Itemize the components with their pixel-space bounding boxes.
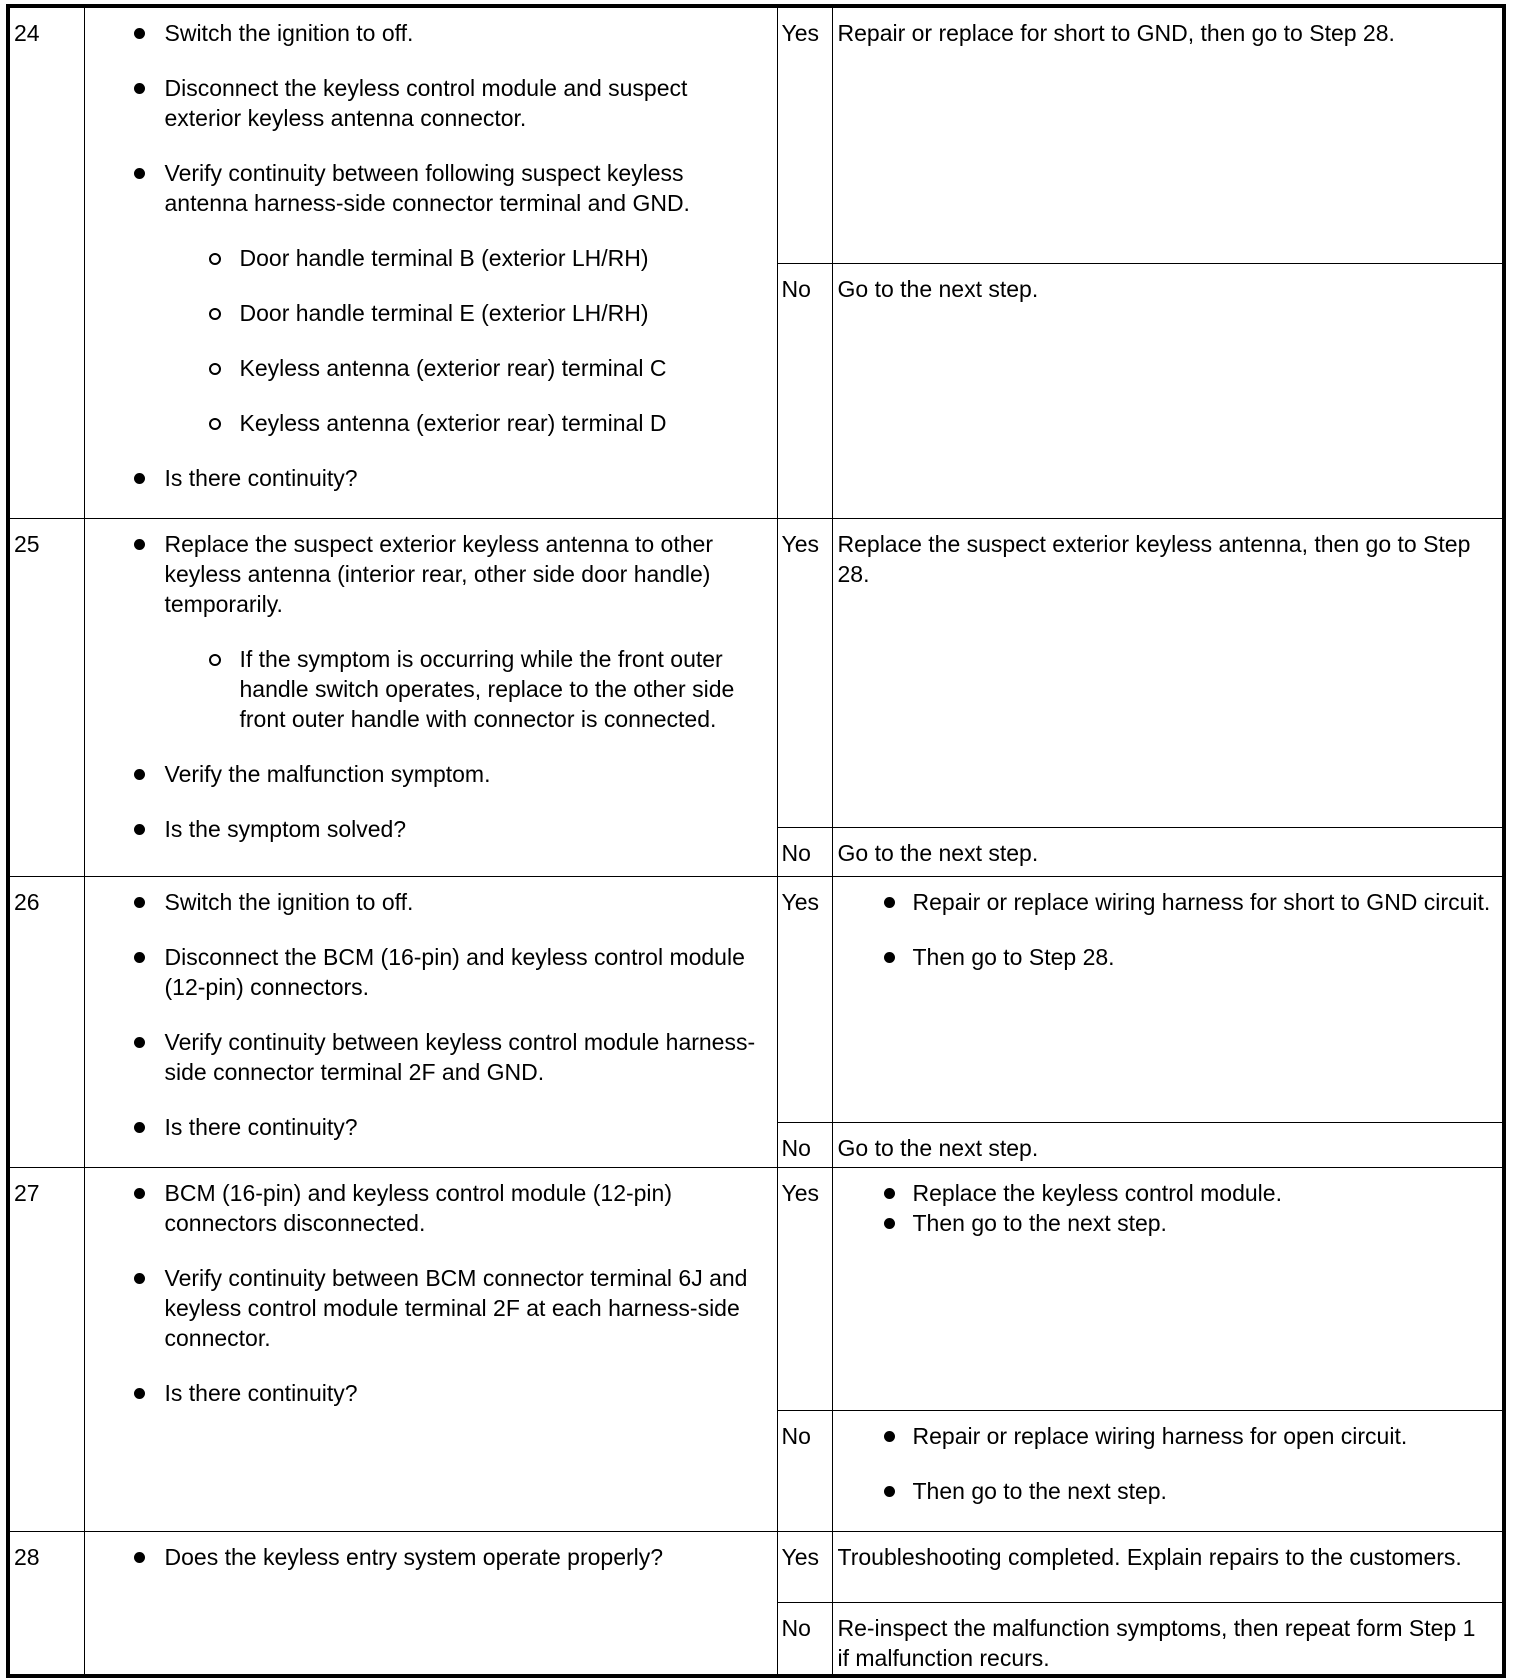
yes-text: Repair or replace for short to GND, then go to Step 28. bbox=[837, 20, 1395, 46]
action-bullet: Is the symptom solved? bbox=[85, 814, 767, 844]
step-number: 25 bbox=[8, 519, 84, 877]
action-sub-bullet: Keyless antenna (exterior rear) terminal D bbox=[85, 408, 767, 438]
yes-result bbox=[832, 1168, 1504, 1411]
action-bullet: BCM (16-pin) and keyless control module (12-pin) connectors disconnected. bbox=[85, 1178, 767, 1238]
yes-result bbox=[832, 519, 1504, 828]
action-bullet: Verify the malfunction symptom. bbox=[85, 759, 767, 789]
yes-bullets bbox=[838, 887, 1493, 972]
yes-bullets bbox=[838, 1178, 1493, 1238]
action-bullet: Switch the ignition to off. bbox=[85, 887, 767, 917]
action-sub-bullet: Door handle terminal B (exterior LH/RH) bbox=[85, 243, 767, 273]
action-sub-bullet: Door handle terminal E (exterior LH/RH) bbox=[85, 298, 767, 328]
no-label: No bbox=[777, 1411, 832, 1532]
action-bullet: Is there continuity? bbox=[85, 1378, 767, 1408]
action-bullet: Replace the suspect exterior keyless antenna to other keyless antenna (interior rear, other side door handle) temporarily. bbox=[85, 529, 767, 619]
action-bullet: Switch the ignition to off. bbox=[85, 18, 767, 48]
result-bullet: Replace the keyless control module. bbox=[838, 1178, 1493, 1208]
result-bullet: Repair or replace wiring harness for open circuit. bbox=[838, 1421, 1493, 1451]
action-sub-bullet: Keyless antenna (exterior rear) terminal C bbox=[85, 353, 767, 383]
step-actions bbox=[84, 6, 777, 519]
yes-text: Replace the suspect exterior keyless antenna, then go to Step 28. bbox=[837, 531, 1471, 587]
action-bullet: Is there continuity? bbox=[85, 463, 767, 493]
step-number: 28 bbox=[8, 1532, 84, 1676]
step-row-26 bbox=[8, 877, 1504, 1123]
no-result bbox=[832, 264, 1504, 519]
step-actions bbox=[84, 1532, 777, 1676]
step-actions bbox=[84, 519, 777, 877]
no-label: No bbox=[777, 1122, 832, 1167]
action-bullet: Disconnect the BCM (16-pin) and keyless control module (12-pin) connectors. bbox=[85, 942, 767, 1002]
no-result bbox=[832, 1411, 1504, 1532]
step-number: 24 bbox=[8, 6, 84, 519]
no-result bbox=[832, 1122, 1504, 1167]
yes-label: Yes bbox=[777, 519, 832, 828]
step-row-25 bbox=[8, 519, 1504, 828]
action-bullet: Does the keyless entry system operate properly? bbox=[85, 1542, 767, 1572]
yes-label: Yes bbox=[777, 1168, 832, 1411]
action-bullet: Verify continuity between following suspect keyless antenna harness-side connector terminal and GND. bbox=[85, 158, 767, 218]
yes-text: Troubleshooting completed. Explain repairs to the customers. bbox=[837, 1544, 1462, 1570]
step-row-27 bbox=[8, 1168, 1504, 1411]
result-bullet: Then go to the next step. bbox=[838, 1476, 1493, 1506]
result-bullet: Then go to the next step. bbox=[838, 1208, 1493, 1238]
no-label: No bbox=[777, 1603, 832, 1676]
yes-result bbox=[832, 877, 1504, 1123]
result-bullet: Repair or replace wiring harness for short to GND circuit. bbox=[838, 887, 1493, 917]
yes-result bbox=[832, 1532, 1504, 1603]
step-number: 27 bbox=[8, 1168, 84, 1532]
action-bullet: Disconnect the keyless control module and suspect exterior keyless antenna connector. bbox=[85, 73, 767, 133]
step-actions bbox=[84, 1168, 777, 1532]
step-actions bbox=[84, 877, 777, 1168]
step-row-28 bbox=[8, 1532, 1504, 1603]
yes-label: Yes bbox=[777, 1532, 832, 1603]
no-label: No bbox=[777, 264, 832, 519]
yes-label: Yes bbox=[777, 6, 832, 264]
action-sub-bullet: If the symptom is occurring while the front outer handle switch operates, replace to the other side front outer handle with connector is connected. bbox=[85, 644, 767, 734]
troubleshooting-table bbox=[6, 4, 1506, 1678]
action-bullet: Verify continuity between BCM connector terminal 6J and keyless control module terminal 2F at each harness-side connector. bbox=[85, 1263, 767, 1353]
no-label: No bbox=[777, 828, 832, 877]
yes-label: Yes bbox=[777, 877, 832, 1123]
action-bullet: Is there continuity? bbox=[85, 1112, 767, 1142]
action-bullet: Verify continuity between keyless control module harness-side connector terminal 2F and GND. bbox=[85, 1027, 767, 1087]
no-result bbox=[832, 1603, 1504, 1676]
step-number: 26 bbox=[8, 877, 84, 1168]
yes-result bbox=[832, 6, 1504, 264]
no-text: Go to the next step. bbox=[837, 840, 1039, 866]
no-result bbox=[832, 828, 1504, 877]
no-text: Go to the next step. bbox=[837, 1134, 1039, 1161]
no-text: Re-inspect the malfunction symptoms, then repeat form Step 1 if malfunction recurs. bbox=[837, 1615, 1476, 1671]
no-text: Go to the next step. bbox=[837, 276, 1039, 303]
result-bullet: Then go to Step 28. bbox=[838, 942, 1493, 972]
step-row-24 bbox=[8, 6, 1504, 264]
